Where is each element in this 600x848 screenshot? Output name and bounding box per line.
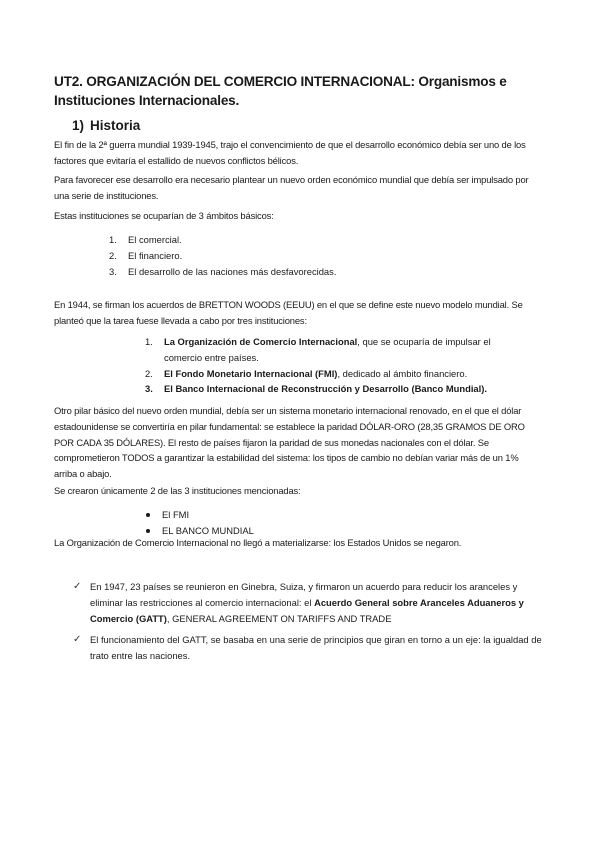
list-item: 1. El comercial. [109,234,182,245]
paragraph-intro: El fin de la 2ª guerra mundial 1939-1945, trajo el convencimiento de que el desarrollo económico debía ser uno de los factores que evitaría el estallido de nuevos conflictos bélicos. [54,139,526,166]
list-item: 1. La Organización de Comercio Internacional, que se ocuparía de impulsar el comercio entre países. [145,336,491,363]
checklist-item-principios: ✓ El funcionamiento del GATT, se basaba en una serie de principios que giran en torno a un eje: la igualdad de trato entre las naciones. [73,634,542,661]
list-item: 2. El Fondo Monetario Internacional (FMI), dedicado al ámbito financiero. [145,367,468,379]
instituciones-list [145,334,515,397]
bullet-icon [146,529,150,533]
section-title: Historia [90,118,141,133]
checkmark-icon: ✓ [73,634,82,645]
creadas-list [145,507,254,539]
list-item: 3. El desarrollo de las naciones más desfavorecidas. [109,265,337,277]
paragraph-ambitos: Estas instituciones se ocuparían de 3 ámbitos básicos: [54,210,274,221]
paragraph-instituciones-creadas: Se crearon únicamente 2 de las 3 instituciones mencionadas: [54,485,301,496]
paragraph-oci: La Organización de Comercio Internacional no llegó a materializarse: los Estados Unidos se negaron. [54,537,462,548]
paragraph-bretton-woods: En 1944, se firman los acuerdos de BRETTON WOODS (EEUU) en el que se define este nuevo modelo mundial. Se planteó que la tarea fuese llevada a cabo por tres instituciones: [54,299,523,326]
paragraph-orden: Para favorecer ese desarrollo era necesario plantear un nuevo orden económico mundial que debía ser impulsado por una serie de instituciones. [54,174,529,201]
checklist-item-gatt: ✓ En 1947, 23 países se reunieron en Ginebra, Suiza, y firmaron un acuerdo para reducir los aranceles y eliminar las restricciones al comercio internacional: el Acuerdo General sobre Aranceles Aduaneros y Comercio (GATT), GENERAL AGREEMENT ON TARIFFS AND TRADE [73,581,524,624]
section-heading [72,118,140,133]
list-item: 2. El financiero. [109,249,183,261]
paragraph-sistema-monetario: Otro pilar básico del nuevo orden mundial, debía ser un sistema monetario internacional renovado, en el que el dólar estadounidense se convertiría en pilar fundamental: se establece la paridad DÓLAR-ORO (28,35 GRAMOS DE ORO POR CADA 35 DÓLARES). El resto de países fijaron la paridad de sus monedas nacionales con el dólar. Se comprometieron TODOS a garantizar la estabilidad del sistema: los tipos de cambio no debían variar más de un 1% arriba o abajo. [54,405,525,480]
list-item: EL BANCO MUNDIAL [145,523,254,539]
document-title: UT2. ORGANIZACIÓN DEL COMERCIO INTERNACIONAL: Organismos e Instituciones Internacionales. [54,74,507,108]
bullet-icon [146,513,150,517]
list-item: 3. El Banco Internacional de Reconstrucción y Desarrollo (Banco Mundial). [145,383,487,395]
list-item: El FMI [145,507,254,523]
ambitos-list [109,232,336,279]
checkmark-icon: ✓ [73,581,82,592]
section-number: 1) [72,118,85,133]
